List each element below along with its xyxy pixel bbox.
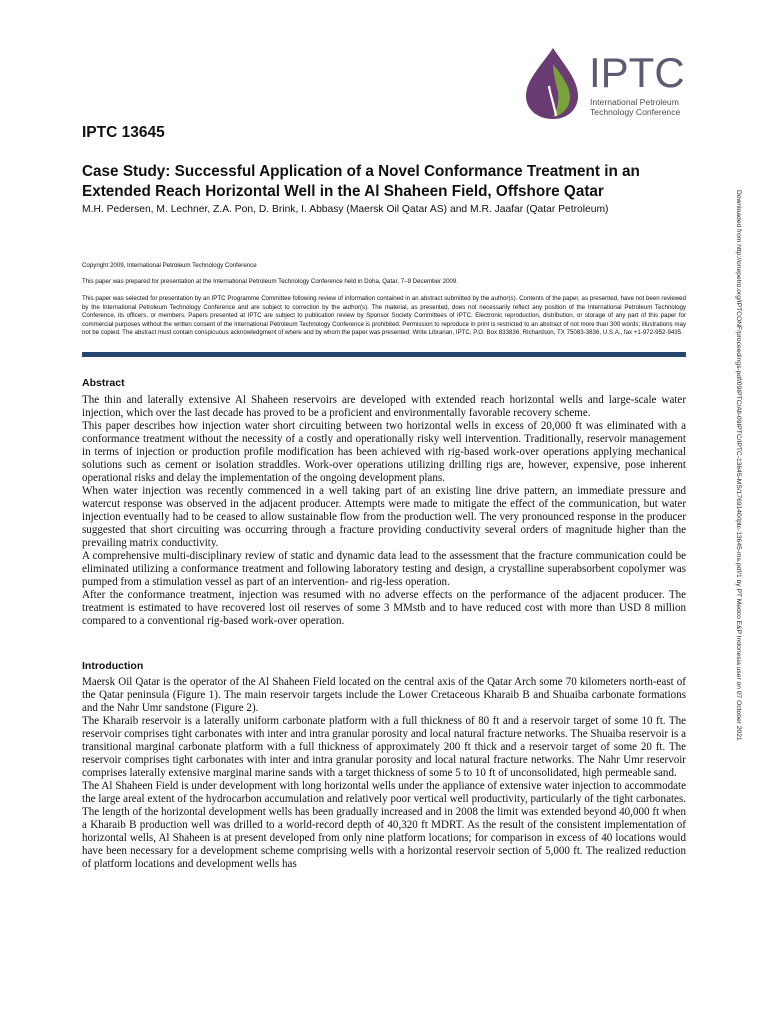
abstract-heading: Abstract — [82, 377, 125, 389]
logo-subtitle-line-1: International Petroleum — [590, 97, 679, 107]
copyright-notice: Copyright 2009, International Petroleum Technology Conference — [82, 262, 257, 269]
presentation-notice: This paper was prepared for presentation at the International Petroleum Technology Conference held in Doha, Qatar, 7–9 December 2009. — [82, 278, 459, 285]
download-watermark-text: Downloaded from http://onepetro.org/IPTCONF/proceedings-pdf/09IPTC/All-09IPTC/IPTC-13645-MS/1769140/iptc-13645-ms.pdf/1 by PT Medco E&P Indonesia user on 07 October 2021 — [735, 190, 742, 741]
logo-acronym: IPTC — [589, 49, 685, 96]
introduction-paragraph: Maersk Oil Qatar is the operator of the Al Shaheen Field located on the central axis of the Qatar Arch some 70 kilometers north-east of the Qatar peninsula (Figure 1). The main reservoir targets include the Lower Cretaceous Kharaib B and Shuaiba carbonate formations and the Nahr Umr sandstone (Figure 2). — [82, 676, 686, 714]
abstract-paragraph: After the conformance treatment, injection was resumed with no adverse effects on the performance of the adjacent producer. The treatment is estimated to have recovered lost oil reserves of some 3 MMstb and to have reduced cost with more than USD 8 million compared to a conventional rig-based work-over operation. — [82, 589, 686, 627]
paper-title: Case Study: Successful Application of a Novel Conformance Treatment in an Extended Reach Horizontal Well in the Al Shaheen Field, Offshore Qatar — [82, 163, 640, 200]
iptc-drop-emblem-icon — [520, 46, 586, 120]
selection-notice: This paper was selected for presentation by an IPTC Programme Committee following review of information contained in an abstract submitted by the author(s). Contents of the paper, as presented, have not been reviewed by the International Petroleum Technology Conference and are subject to correction by the author(s). The material, as presented, does not necessarily reflect any position of the International Petroleum Technology Conference, its officers, or members. Papers presented at IPTC are subject to publication review by Sponsor Society Committees of IPTC. Electronic reproduction, distribution, or storage of any part of this paper for commercial purposes without the written consent of the International Petroleum Technology Conference is prohibited. Permission to reproduce in print is restricted to an abstract of not more than 300 words; illustrations may not be copied. The abstract must contain conspicuous acknowledgment of where and by whom the paper was presented. Write Librarian, IPTC, P.O. Box 833836, Richardson, TX 75083-3836, U.S.A., fax +1-972-952-9435. — [82, 295, 686, 337]
abstract-paragraph: This paper describes how injection water short circuiting between two horizontal wells in excess of 20,000 ft was eliminated with a conformance treatment without the necessity of a costly and operationally risky well intervention. Traditionally, reservoir management in terms of injection or production profile modification has been achieved with rig-based work-over operations applying mechanical solutions such as cement or isolation straddles. Work-over operations utilizing drilling rigs are, however, expensive, pose inherent operational risks and delay the implementation of the ongoing development plans. — [82, 420, 686, 484]
abstract-body — [82, 394, 686, 628]
paper-number: IPTC 13645 — [82, 124, 165, 141]
introduction-paragraph: The Al Shaheen Field is under development with long horizontal wells under the appliance of extensive water injection to accommodate the large areal extent of the hydrocarbon accumulation and relatively poor vertical well productivity, particularly of the tight carbonates. The length of the horizontal development wells has been gradually increased and in 2008 the limit was extended beyond 40,000 ft when a Kharaib B production well was drilled to a world-record depth of 40,320 ft MDRT. As the result of the consistent implementation of horizontal wells, Al Shaheen is at present developed from only nine platform locations; for comparison in excess of 40 locations would have been necessary for a development scheme comprising wells with a horizontal reservoir section of 5,000 ft. The realized reduction of platform locations and development wells has — [82, 780, 686, 870]
abstract-paragraph: When water injection was recently commenced in a well taking part of an existing line drive pattern, an immediate pressure and watercut response was observed in the adjacent producer. Attempts were made to mitigate the effect of the communication, but water injection eventually had to be ceased to allow sustainable flow from the production well. The very pronounced response in the producer suggested that short circuiting was occurring through a fracture providing conductivity several orders of magnitude higher than the prevailing matrix conductivity. — [82, 485, 686, 549]
logo-subtitle-line-2: Technology Conference — [590, 107, 681, 117]
introduction-heading: Introduction — [82, 660, 144, 672]
abstract-paragraph: The thin and laterally extensive Al Shaheen reservoirs are developed with extended reach horizontal wells and large-scale water injection, which over the last decade has proved to be a proficient and environmentally favorable recovery scheme. — [82, 394, 686, 419]
logo-subtitle — [590, 97, 680, 117]
introduction-paragraph: The Kharaib reservoir is a laterally uniform carbonate platform with a full thickness of 80 ft and a reservoir target of some 10 ft. The reservoir comprises tight carbonates with inter and intra granular porosity and local natural fracture networks. The Shuaiba reservoir is a transitional marginal carbonate platform with a full thickness of approximately 200 ft thick and a reservoir target of some 20 ft. The reservoir comprises tight carbonates with inter and intra granular porosity and local natural fracture networks. The Nahr Umr reservoir comprises laterally extensive marginal marine sands with a target thickness of some 5 to 10 ft of unconsolidated, high permeable sand. — [82, 715, 686, 779]
authors: M.H. Pedersen, M. Lechner, Z.A. Pon, D. Brink, I. Abbasy (Maersk Oil Qatar AS) and M.R. Jaafar (Qatar Petroleum) — [82, 204, 609, 215]
download-watermark — [734, 190, 750, 830]
introduction-body — [82, 676, 686, 871]
abstract-paragraph: A comprehensive multi-disciplinary review of static and dynamic data lead to the assessment that the fracture communication could be eliminated utilizing a conformance treatment and following laboratory testing and design, a crystalline superabsorbent copolymer was pumped from a stimulation vessel as part of an intervention- and rig-less operation. — [82, 550, 686, 588]
header-divider — [82, 352, 686, 357]
